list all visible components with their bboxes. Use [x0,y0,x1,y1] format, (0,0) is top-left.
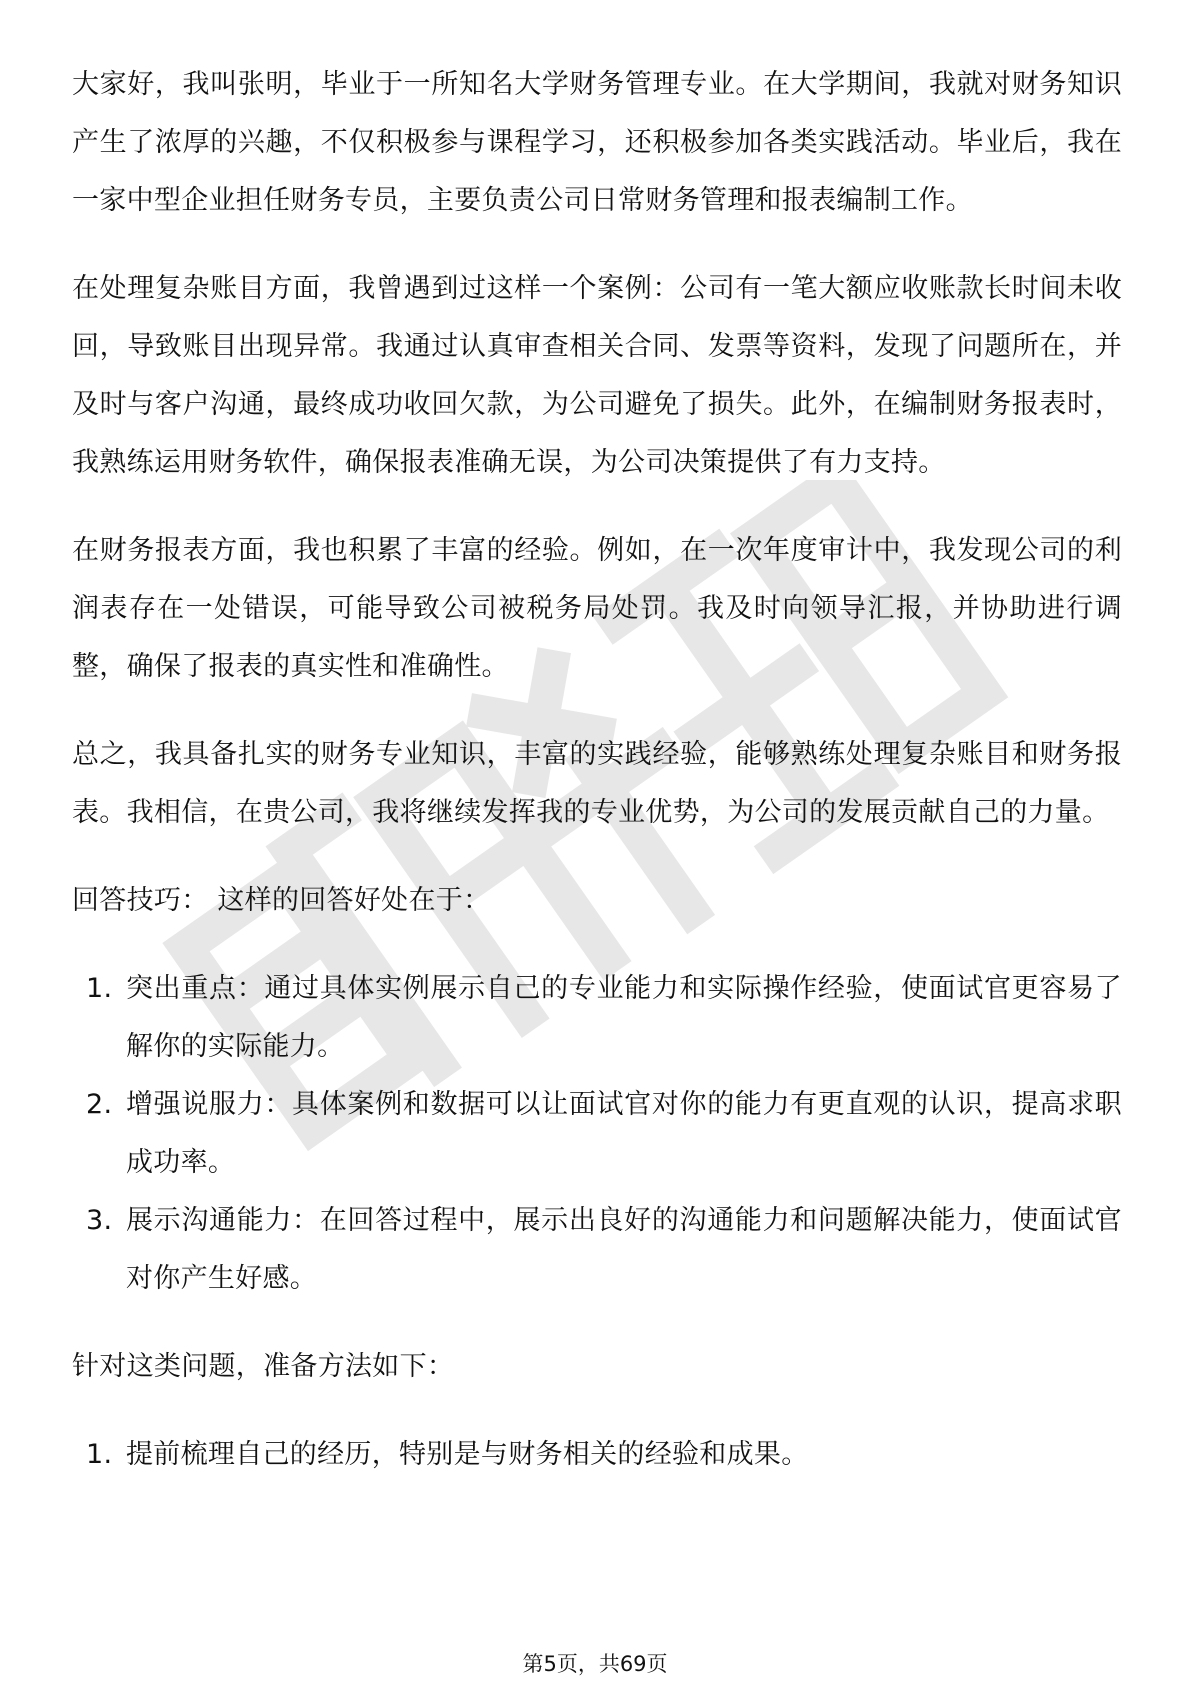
paragraph-summary: 总之，我具备扎实的财务专业知识，丰富的实践经验，能够熟练处理复杂账目和财务报表。我相信，在贵公司，我将继续发挥我的专业优势，为公司的发展贡献自己的力量。 [72,739,1122,828]
prep-heading: 针对这类问题，准备方法如下： [72,1351,455,1382]
paragraph-intro: 大家好，我叫张明，毕业于一所知名大学财务管理专业。在大学期间，我就对财务知识产生了浓厚的兴趣，不仅积极参与课程学习，还积极参加各类实践活动。毕业后，我在一家中型企业担任财务专员，主要负责公司日常财务管理和报表编制工作。 [72,69,1122,216]
document-body [72,56,1122,1514]
list-number: 2. [86,1089,113,1120]
tips-heading: 回答技巧： 这样的回答好处在于： [72,885,491,916]
list-text: 提前梳理自己的经历，特别是与财务相关的经验和成果。 [126,1439,809,1470]
list-item [72,1076,1122,1192]
list-number: 1. [86,1439,113,1470]
page-footer: 第5页，共69页 [522,1652,668,1676]
list-number: 1. [86,973,113,1004]
list-number: 3. [86,1205,113,1236]
tips-list [72,960,1122,1308]
list-text: 突出重点：通过具体实例展示自己的专业能力和实际操作经验，使面试官更容易了解你的实际能力。 [126,973,1122,1062]
prep-list [72,1426,1122,1484]
list-item [72,1192,1122,1308]
paragraph-financial-reports: 在财务报表方面，我也积累了丰富的经验。例如，在一次年度审计中，我发现公司的利润表存在一处错误，可能导致公司被税务局处罚。我及时向领导汇报，并协助进行调整，确保了报表的真实性和准确性。 [72,535,1122,682]
list-text: 展示沟通能力：在回答过程中，展示出良好的沟通能力和问题解决能力，使面试官对你产生好感。 [126,1205,1122,1294]
list-text: 增强说服力：具体案例和数据可以让面试官对你的能力有更直观的认识，提高求职成功率。 [126,1089,1122,1178]
list-item [72,1426,1122,1484]
paragraph-complex-accounts: 在处理复杂账目方面，我曾遇到过这样一个案例：公司有一笔大额应收账款长时间未收回，导致账目出现异常。我通过认真审查相关合同、发票等资料，发现了问题所在，并及时与客户沟通，最终成功收回欠款，为公司避免了损失。此外，在编制财务报表时，我熟练运用财务软件，确保报表准确无误，为公司决策提供了有力支持。 [72,273,1122,478]
list-item [72,960,1122,1076]
